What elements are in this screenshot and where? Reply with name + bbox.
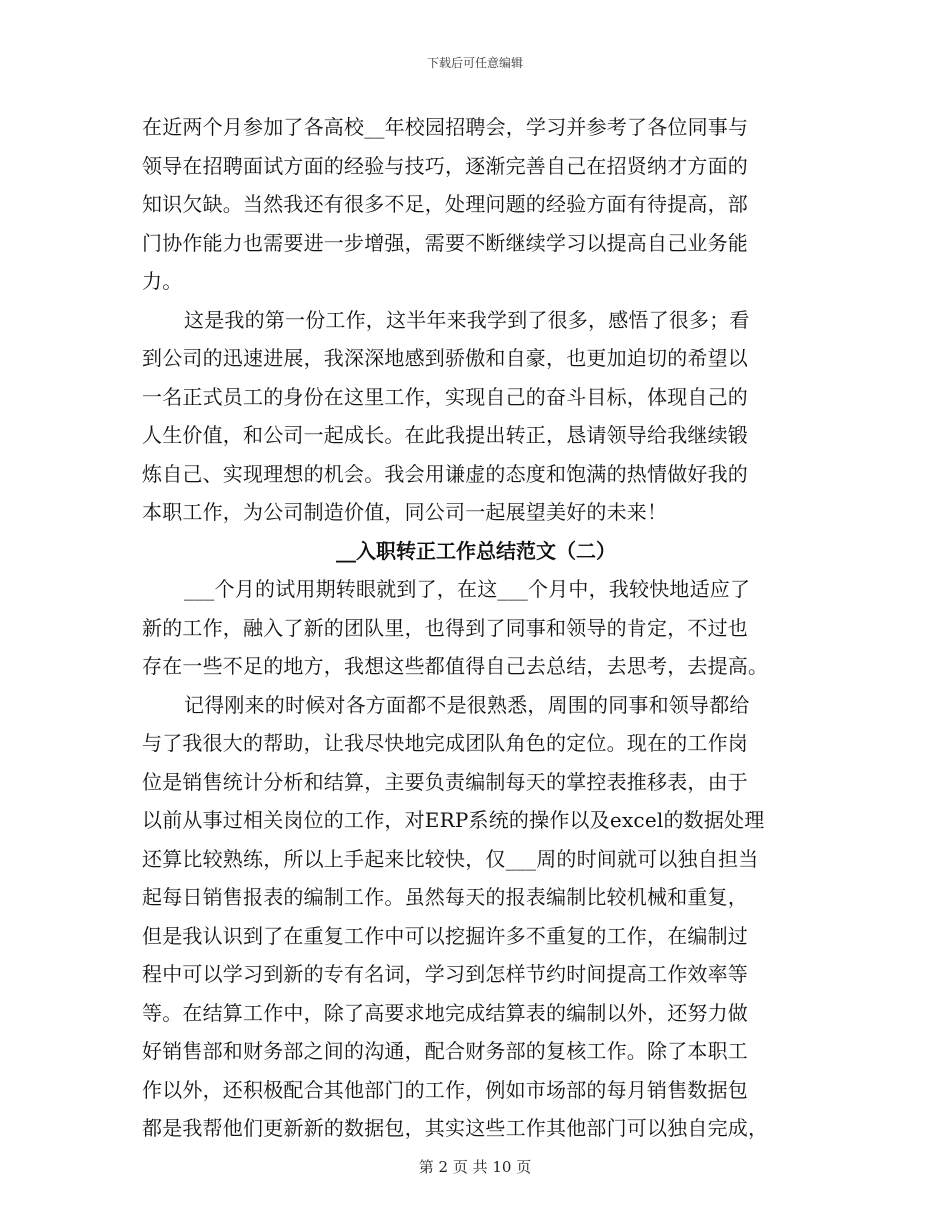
text-line: 在近两个月参加了各高校__年校园招聘会，学习并参考了各位同事与 — [142, 115, 749, 139]
text-line: ___个月的试用期转眼就到了，在这___个月中，我较快地适应了 — [184, 577, 751, 601]
text-line: 知识欠缺。当然我还有很多不足，处理问题的经验方面有待提高，部 — [142, 192, 748, 216]
text-line: 都是我帮他们更新新的数据包，其实这些工作其他部门可以独自完成， — [142, 1116, 769, 1140]
paragraph-3 — [142, 570, 810, 686]
text-line: 力。 — [142, 269, 183, 293]
text-line: 本职工作，为公司制造价值，同公司一起展望美好的未来！ — [142, 500, 668, 524]
text-line: 到公司的迅速进展，我深深地感到骄傲和自豪，也更加迫切的希望以 — [142, 346, 748, 370]
text-line: 领导在招聘面试方面的经验与技巧，逐渐完善自己在招贤纳才方面的 — [142, 153, 748, 178]
text-line: 等。在结算工作中，除了高要求地完成结算表的编制以外，还努力做 — [142, 1000, 748, 1025]
text-line: 与了我很大的帮助，让我尽快地完成团队角色的定位。现在的工作岗 — [142, 731, 748, 755]
section-title: __入职转正工作总结范文（二） — [336, 538, 616, 563]
text-line: 作以外，还积极配合其他部门的工作，例如市场部的每月销售数据包 — [142, 1077, 748, 1102]
text-line: 以前从事过相关岗位的工作，对ERP系统的操作以及excel的数据处理 — [142, 808, 765, 832]
text-line: 存在一些不足的地方，我想这些都值得自己去总结，去思考，去提高。 — [142, 654, 769, 678]
paragraph-1 — [142, 108, 810, 301]
text-line: 记得刚来的时候对各方面都不是很熟悉，周围的同事和领导都给 — [184, 692, 750, 717]
text-line: 人生价值，和公司一起成长。在此我提出转正，恳请领导给我继续锻 — [142, 423, 748, 447]
text-line: 门协作能力也需要进一步增强，需要不断继续学习以提高自己业务能 — [142, 230, 748, 255]
page-footer: 第 2 页 共 10 页 — [418, 1158, 532, 1176]
page-header: 下载后可任意编辑 — [426, 56, 523, 70]
paragraph-2 — [142, 301, 810, 532]
text-line: 好销售部和财务部之间的沟通，配合财务部的复核工作。除了本职工 — [142, 1039, 748, 1063]
text-line: 一名正式员工的身份在这里工作，实现自己的奋斗目标，体现自己的 — [142, 384, 748, 409]
text-line: 但是我认识到了在重复工作中可以挖掘许多不重复的工作，在编制过 — [142, 923, 748, 948]
text-line: 程中可以学习到新的专有名词，学习到怎样节约时间提高工作效率等 — [142, 962, 748, 986]
text-line: 新的工作，融入了新的团队里，也得到了同事和领导的肯定，不过也 — [142, 615, 748, 640]
text-line: 这是我的第一份工作，这半年来我学到了很多，感悟了很多；看 — [184, 307, 750, 332]
text-line: 起每日销售报表的编制工作。虽然每天的报表编制比较机械和重复， — [142, 885, 748, 909]
text-line: 炼自己、实现理想的机会。我会用谦虚的态度和饱满的热情做好我的 — [142, 461, 748, 486]
document-body — [142, 108, 810, 1148]
text-line: 还算比较熟练，所以上手起来比较快，仅___周的时间就可以独自担当 — [142, 846, 759, 871]
text-line: 位是销售统计分析和结算，主要负责编制每天的掌控表推移表，由于 — [142, 769, 748, 794]
paragraph-4 — [142, 686, 810, 1148]
